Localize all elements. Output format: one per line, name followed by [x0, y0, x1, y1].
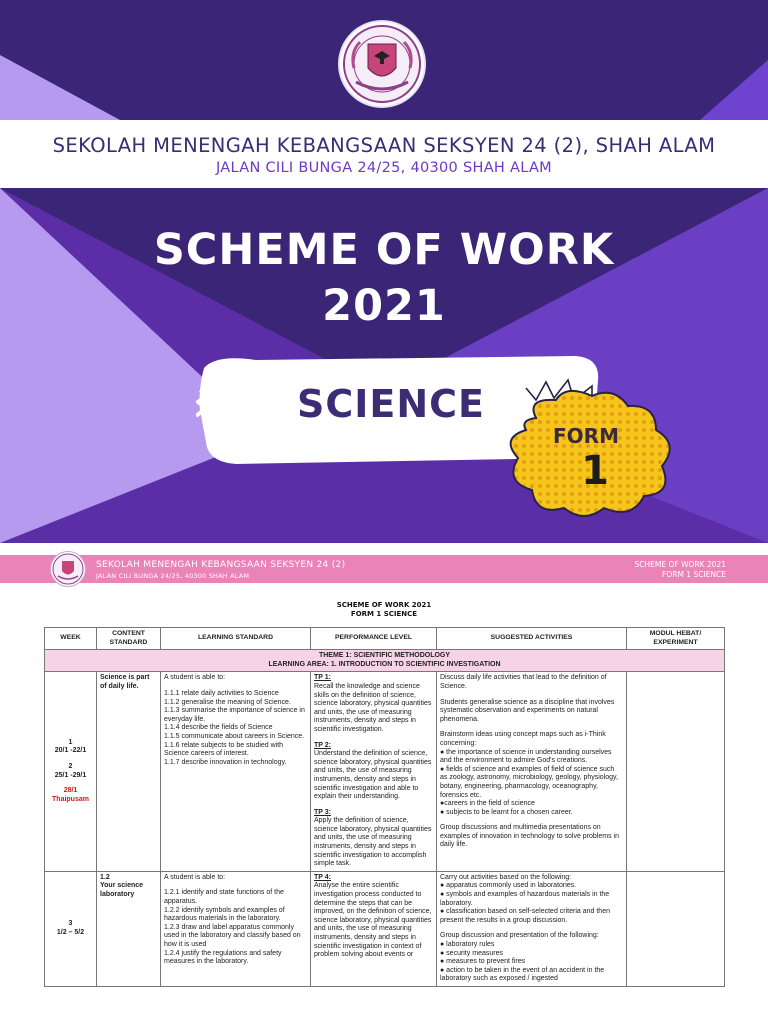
- week-number: 2: [68, 763, 73, 771]
- week-dates: 1/2 – 5/2: [56, 928, 85, 936]
- header-doc-title: SCHEME OF WORK 2021: [634, 560, 726, 569]
- tp-text: Understand the definition of science, science laboratory, physical quantities and units, the use of measuring instruments, density and steps in scientific investigation and able to explain their understanding.: [314, 750, 432, 801]
- form-number: 1: [581, 448, 609, 494]
- activity-bullet: ● measures to prevent fires: [440, 958, 526, 966]
- column-header-content-standard: CONTENT STANDARD: [97, 628, 161, 650]
- activity-bullet: ●careers in the field of science: [440, 800, 535, 808]
- cover-title: [0, 222, 768, 334]
- activity-bullet: ● security measures: [440, 949, 503, 957]
- week-cell: [45, 871, 97, 986]
- week-dates: 25/1 -29/1: [54, 771, 87, 779]
- school-banner: [0, 120, 768, 188]
- subject-title: SCIENCE: [296, 382, 485, 426]
- learning-standard-intro: A student is able to:: [164, 674, 226, 682]
- modul-experiment-cell: [627, 672, 725, 871]
- content-standard-cell: Science is part of daily life.: [97, 672, 161, 871]
- tp-text: Recall the knowledge and science skills on the definition of science, science laboratory, physical quantities and units, the use of measuring instruments, density and steps in scientific investigation.: [314, 682, 432, 733]
- learning-standard-item: 1.1.1 relate daily activities to Science: [164, 689, 279, 697]
- activity-bullet: ● apparatus commonly used in laboratories.: [440, 882, 577, 890]
- week-dates: 20/1 -22/1: [54, 747, 87, 755]
- tp-text: Apply the definition of science, science laboratory, physical quantities and units, the use of measuring instruments, density and steps in scientific investigation to accomplish simple task.: [314, 817, 432, 868]
- learning-standard-item: 1.1.5 communicate about careers in Science.: [164, 732, 305, 740]
- document-page: [0, 543, 768, 1024]
- theme-title: THEME 1: SCIENTIFIC METHODOLOGY: [318, 652, 451, 660]
- school-name: SEKOLAH MENENGAH KEBANGSAAN SEKSYEN 24 (2), SHAH ALAM: [52, 134, 716, 157]
- table-row: [45, 871, 725, 986]
- column-header-modul-experiment: MODUL HEBAT/ EXPERIMENT: [627, 628, 725, 650]
- performance-level-cell: [311, 871, 437, 986]
- activity-bullet: ● fields of science and examples of field of science such as zoology, astronomy, microbiology, geology, physiology, botany, engineering, pharmacology, oceanography, forensics etc.: [440, 765, 618, 799]
- holiday-name: Thaipusam: [52, 795, 89, 803]
- learning-standard-item: 1.1.6 relate subjects to be studied with Science careers of interest.: [164, 741, 284, 758]
- week-number: 3: [68, 920, 73, 928]
- column-header-performance-level: PERFORMANCE LEVEL: [311, 628, 437, 650]
- activity-bullet: ● laboratory rules: [440, 941, 495, 948]
- learning-area-title: LEARNING AREA: 1. INTRODUCTION TO SCIENTIFIC INVESTIGATION: [268, 660, 501, 668]
- table-header-row: [45, 628, 725, 650]
- content-standard-title: Your science laboratory: [100, 882, 144, 899]
- header-school-name: SEKOLAH MENENGAH KEBANGSAAN SEKSYEN 24 (2): [96, 560, 346, 570]
- activity-text: Carry out activities based on the following:: [440, 873, 572, 881]
- tp-label: TP 3:: [314, 808, 331, 816]
- activity-text: Brainstorm ideas using concept maps such as i-Think concerning:: [440, 731, 606, 747]
- learning-standard-item: 1.2.3 draw and label apparatus commonly used in the laboratory and classify based on how it is used: [164, 923, 301, 948]
- column-header-learning-standard: LEARNING STANDARD: [161, 628, 311, 650]
- header-school-address: JALAN CILI BUNGA 24/25, 40300 SHAH ALAM: [96, 572, 250, 580]
- document-title-line2: FORM 1 SCIENCE: [350, 610, 418, 618]
- theme-cell: [45, 650, 725, 672]
- learning-standard-item: 1.1.2 generalise the meaning of Science.: [164, 698, 291, 706]
- header-school-logo: [50, 551, 86, 587]
- performance-level-cell: [311, 672, 437, 871]
- activity-bullet: ● classification based on self-selected criteria and then present the results in a group discussion.: [440, 908, 610, 924]
- learning-standard-cell: [161, 672, 311, 871]
- tp-text: Analyse the entire scientific investigation process conducted to determine the steps that can be improved, on the definition of science, science laboratory, physical quantities and units, the use of measuring instruments, density and steps in scientific investigation in context of problem solving about events or: [314, 882, 432, 959]
- learning-standard-item: 1.2.2 identify symbols and examples of hazardous materials in the laboratory.: [164, 906, 285, 923]
- learning-standard-item: 1.1.4 describe the fields of Science: [164, 724, 273, 732]
- activity-text: Discuss daily life activities that lead to the definition of Science.: [440, 674, 607, 690]
- tp-label: TP 1:: [314, 674, 331, 682]
- content-standard-number: 1.2: [100, 873, 110, 881]
- column-header-suggested-activities: SUGGESTED ACTIVITIES: [437, 628, 627, 650]
- activity-bullet: ● the importance of science in understanding ourselves and the environment to admire God's creations.: [440, 748, 612, 765]
- content-standard-cell: [97, 871, 161, 986]
- learning-standard-item: 1.2.1 identify and state functions of the apparatus.: [164, 889, 284, 906]
- document-title-line1: SCHEME OF WORK 2021: [336, 601, 432, 609]
- week-cell: [45, 672, 97, 871]
- activity-text: Students generalise science as a discipline that involves systematic observation and experiments on natural phenomena.: [440, 698, 615, 723]
- modul-experiment-cell: [627, 871, 725, 986]
- activity-bullet: ● subjects to be learnt for a chosen career.: [440, 808, 573, 816]
- scheme-of-work-table: [44, 627, 725, 987]
- header-doc-subtitle: FORM 1 SCIENCE: [662, 570, 726, 579]
- school-crest-logo: [340, 22, 424, 106]
- cover-title-year: 2021: [322, 281, 446, 331]
- table-row: [45, 672, 725, 871]
- learning-standard-intro: A student is able to:: [164, 873, 226, 881]
- suggested-activities-cell: [437, 871, 627, 986]
- suggested-activities-cell: [437, 672, 627, 871]
- form-label: FORM: [553, 424, 619, 448]
- school-address: JALAN CILI BUNGA 24/25, 40300 SHAH ALAM: [215, 160, 552, 176]
- tp-label: TP 4:: [314, 873, 331, 881]
- learning-standard-item: 1.2.4 justify the regulations and safety measures in the laboratory.: [164, 949, 282, 966]
- week-number: 1: [68, 738, 73, 746]
- learning-standard-item: 1.1.3 summarise the importance of science in everyday life.: [164, 707, 305, 723]
- activity-text: Group discussion and presentation of the following:: [440, 932, 599, 940]
- holiday-date: 28/1: [63, 787, 78, 795]
- theme-row: [45, 650, 725, 672]
- learning-standard-item: 1.1.7 describe innovation in technology.: [164, 758, 287, 766]
- activity-text: Group discussions and multimedia presentations on examples of innovation in technology to solve problems in daily life.: [440, 824, 619, 849]
- learning-standard-cell: [161, 871, 311, 986]
- activity-bullet: ● action to be taken in the event of an accident in the laboratory such as exposed / ingested: [440, 966, 605, 983]
- column-header-week: WEEK: [45, 628, 97, 650]
- document-title: [0, 601, 768, 619]
- activity-bullet: ● symbols and examples of hazardous materials in the laboratory.: [440, 891, 610, 907]
- cover-title-line1: SCHEME OF WORK: [153, 225, 615, 275]
- tp-label: TP 2:: [314, 741, 331, 749]
